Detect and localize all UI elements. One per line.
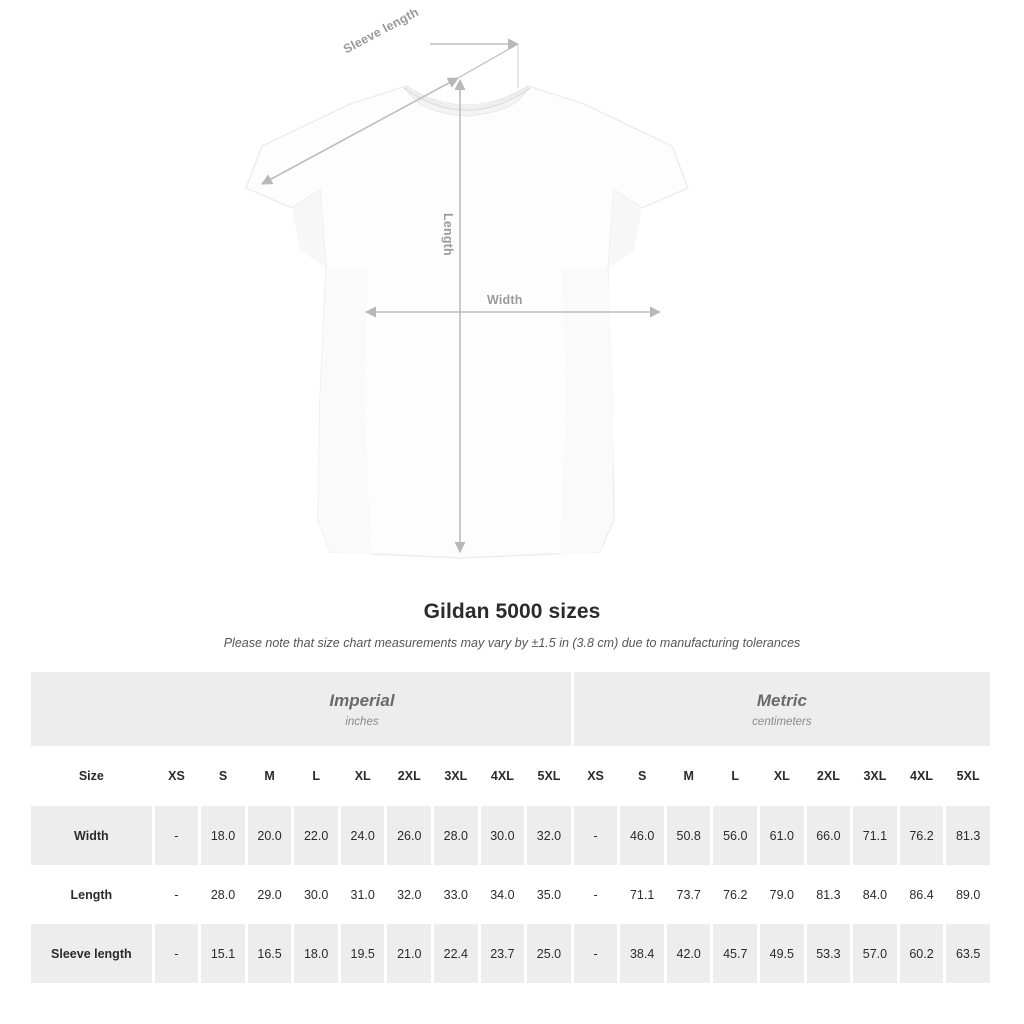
page-title: Gildan 5000 sizes <box>423 600 601 623</box>
column-header-imperial-3xl: 3XL <box>433 746 480 806</box>
cell-length-metric-l: 76.2 <box>712 865 759 924</box>
table-row <box>31 865 992 924</box>
table-row <box>31 924 992 983</box>
cell-length-metric-3xl: 84.0 <box>852 865 899 924</box>
size-chart-table-wrap <box>31 672 993 983</box>
column-header-imperial-5xl: 5XL <box>526 746 573 806</box>
unit-sub-imperial: inches <box>345 715 379 728</box>
unit-header-row <box>31 672 992 746</box>
table-row <box>31 806 992 865</box>
row-label-sleeve-length: Sleeve length <box>31 924 153 983</box>
column-header-imperial-l: L <box>293 746 340 806</box>
column-header-imperial-4xl: 4XL <box>479 746 526 806</box>
cell-sleeve-imperial-3xl: 22.4 <box>433 924 480 983</box>
column-header-imperial-xl: XL <box>339 746 386 806</box>
cell-width-imperial-xl: 24.0 <box>339 806 386 865</box>
column-header-metric-2xl: 2XL <box>805 746 852 806</box>
cell-sleeve-metric-l: 45.7 <box>712 924 759 983</box>
cell-width-metric-s: 46.0 <box>619 806 666 865</box>
row-label-length: Length <box>31 865 153 924</box>
size-header-row <box>31 746 992 806</box>
cell-length-metric-m: 73.7 <box>665 865 712 924</box>
cell-width-metric-xs: - <box>572 806 619 865</box>
unit-group-imperial <box>153 672 572 746</box>
unit-name-imperial: Imperial <box>329 690 395 710</box>
column-header-metric-s: S <box>619 746 666 806</box>
size-chart-table <box>31 672 993 983</box>
cell-width-metric-3xl: 71.1 <box>852 806 899 865</box>
column-header-metric-l: L <box>712 746 759 806</box>
column-header-metric-xs: XS <box>572 746 619 806</box>
column-header-metric-3xl: 3XL <box>852 746 899 806</box>
cell-width-imperial-2xl: 26.0 <box>386 806 433 865</box>
cell-width-metric-2xl: 66.0 <box>805 806 852 865</box>
cell-sleeve-imperial-m: 16.5 <box>246 924 293 983</box>
unit-sub-metric: centimeters <box>752 715 812 728</box>
cell-sleeve-metric-m: 42.0 <box>665 924 712 983</box>
width-label: Width <box>483 293 527 307</box>
cell-sleeve-metric-3xl: 57.0 <box>852 924 899 983</box>
column-header-size: Size <box>31 746 153 806</box>
cell-length-imperial-4xl: 34.0 <box>479 865 526 924</box>
cell-width-metric-l: 56.0 <box>712 806 759 865</box>
cell-sleeve-imperial-5xl: 25.0 <box>526 924 573 983</box>
cell-width-imperial-l: 22.0 <box>293 806 340 865</box>
column-header-imperial-s: S <box>200 746 247 806</box>
cell-sleeve-imperial-s: 15.1 <box>200 924 247 983</box>
column-header-imperial-2xl: 2XL <box>386 746 433 806</box>
cell-length-imperial-s: 28.0 <box>200 865 247 924</box>
unit-name-metric: Metric <box>756 690 807 710</box>
column-header-metric-4xl: 4XL <box>898 746 945 806</box>
cell-sleeve-metric-2xl: 53.3 <box>805 924 852 983</box>
cell-length-metric-xl: 79.0 <box>759 865 806 924</box>
cell-width-metric-4xl: 76.2 <box>898 806 945 865</box>
cell-sleeve-imperial-l: 18.0 <box>293 924 340 983</box>
cell-sleeve-metric-5xl: 63.5 <box>945 924 992 983</box>
cell-length-imperial-xl: 31.0 <box>339 865 386 924</box>
cell-length-imperial-2xl: 32.0 <box>386 865 433 924</box>
cell-length-imperial-5xl: 35.0 <box>526 865 573 924</box>
row-label-width: Width <box>31 806 153 865</box>
cell-sleeve-imperial-xs: - <box>153 924 200 983</box>
tolerance-note: Please note that size chart measurements may vary by ±1.5 in (3.8 cm) due to manufacturing tolerances <box>223 636 801 650</box>
cell-sleeve-imperial-2xl: 21.0 <box>386 924 433 983</box>
length-label: Length <box>441 213 455 256</box>
cell-width-metric-xl: 61.0 <box>759 806 806 865</box>
cell-width-imperial-s: 18.0 <box>200 806 247 865</box>
cell-width-imperial-m: 20.0 <box>246 806 293 865</box>
cell-width-imperial-xs: - <box>153 806 200 865</box>
sleeve-length-label: Sleeve length <box>341 4 422 57</box>
heading-block <box>0 600 1024 650</box>
cell-width-imperial-3xl: 28.0 <box>433 806 480 865</box>
cell-length-imperial-xs: - <box>153 865 200 924</box>
cell-width-metric-5xl: 81.3 <box>945 806 992 865</box>
cell-length-metric-xs: - <box>572 865 619 924</box>
cell-length-metric-s: 71.1 <box>619 865 666 924</box>
column-header-imperial-xs: XS <box>153 746 200 806</box>
cell-length-imperial-l: 30.0 <box>293 865 340 924</box>
cell-sleeve-imperial-xl: 19.5 <box>339 924 386 983</box>
cell-sleeve-metric-4xl: 60.2 <box>898 924 945 983</box>
column-header-metric-xl: XL <box>759 746 806 806</box>
column-header-imperial-m: M <box>246 746 293 806</box>
cell-sleeve-metric-xl: 49.5 <box>759 924 806 983</box>
unit-group-metric <box>572 672 991 746</box>
cell-sleeve-metric-s: 38.4 <box>619 924 666 983</box>
cell-length-metric-2xl: 81.3 <box>805 865 852 924</box>
cell-width-imperial-5xl: 32.0 <box>526 806 573 865</box>
cell-width-imperial-4xl: 30.0 <box>479 806 526 865</box>
cell-length-imperial-m: 29.0 <box>246 865 293 924</box>
table-corner-cell <box>31 672 153 746</box>
cell-length-imperial-3xl: 33.0 <box>433 865 480 924</box>
column-header-metric-5xl: 5XL <box>945 746 992 806</box>
cell-width-metric-m: 50.8 <box>665 806 712 865</box>
cell-sleeve-imperial-4xl: 23.7 <box>479 924 526 983</box>
cell-length-metric-4xl: 86.4 <box>898 865 945 924</box>
cell-sleeve-metric-xs: - <box>572 924 619 983</box>
cell-length-metric-5xl: 89.0 <box>945 865 992 924</box>
column-header-metric-m: M <box>665 746 712 806</box>
